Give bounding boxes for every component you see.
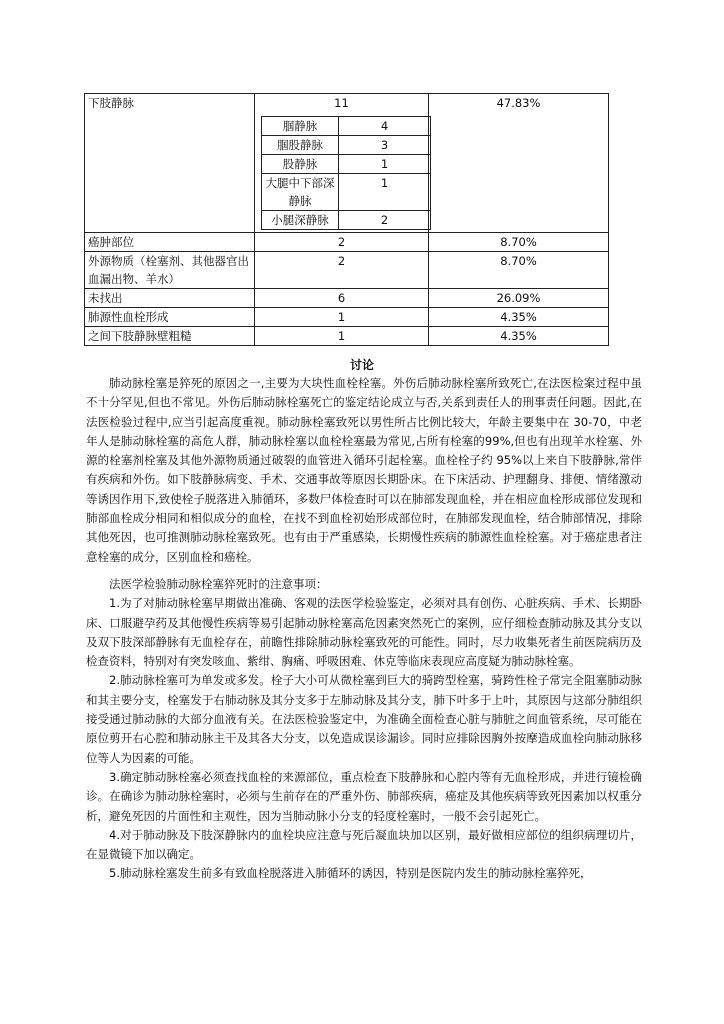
sub-label: 大腿中下部深静脉 <box>262 174 339 211</box>
cell-percent: 26.09% <box>429 289 609 308</box>
section-title: 讨论 <box>349 358 374 372</box>
cell-percent: 4.35% <box>429 308 609 327</box>
table-row <box>85 233 609 252</box>
paragraph: 肺动脉栓塞是猝死的原因之一,主要为大块性血栓栓塞。外伤后肺动脉栓塞所致死亡,在法医检案过程中虽不十分罕见,但也不常见。外伤后肺动脉栓塞死亡的鉴定结论成立与否,关系到责任人的刑事责任问题。因此,在法医检验过程中,应当引起高度重视。肺动脉栓塞致死以男性所占比例比较大，年龄主要集中在 30-70，中老年人是肺动脉栓塞的高危人群，肺动脉栓塞以血栓栓塞最为常见,占所有栓塞的99%,但也有出现羊水栓塞、外源的栓塞剂栓塞及其他外源物质通过破裂的血管进入循环引起栓塞。血栓栓子约 95%以上来自下肢静脉,常伴有疾病和外伤。如下肢静脉病变、手术、交通事故等原因长期卧床。在下床活动、护理翻身、排便、情绪激动等诱因作用下,致使栓子脱落进入肺循环，多数尸体检查时可以在肺部发现血栓，并在相应血栓形成部位发现和肺部血栓成分相同和相似成分的血栓，在找不到血栓初始形成部位时，在肺部发现血栓，结合肺部情况，排除其他死因，也可推测肺动脉栓塞致死。也有由于严重感染，长期慢性疾病的肺源性血栓栓塞。对于癌症患者注意栓塞的成分，区别血栓和癌栓。 <box>86 376 642 564</box>
table-row <box>85 289 609 308</box>
subtable <box>261 116 431 230</box>
cell-label: 下肢静脉 <box>85 94 255 233</box>
sub-count: 2 <box>339 211 431 230</box>
cell-label: 癌肿部位 <box>85 233 255 252</box>
table-row <box>85 308 609 327</box>
cell-count: 2 <box>255 252 429 289</box>
cell-count: 1 <box>255 308 429 327</box>
cell-label: 之间下肢静脉壁粗糙 <box>85 327 255 346</box>
subtable-row <box>262 155 431 174</box>
cell-count <box>255 94 429 233</box>
cell-percent: 8.70% <box>429 252 609 289</box>
subtable-row <box>262 211 431 230</box>
sub-count: 1 <box>339 155 431 174</box>
cell-percent: 4.35% <box>429 327 609 346</box>
statistics-table <box>84 93 609 346</box>
paragraph: 1.为了对肺动脉栓塞早期做出准确、客观的法医学检验鉴定，必须对具有创伤、心脏疾病、手术、长期卧床、口服避孕药及其他慢性疾病等易引起肺动脉栓塞高危因素突然死亡的案例，应仔细检查肺动脉及其分支以及双下肢深部静脉有无血栓存在，前瞻性排除肺动脉栓塞致死的可能性。同时，尽力收集死者生前医院病历及检查资料，特别对有突发咳血、紫绀、胸痛、呼吸困难、休克等临床表现应高度疑为肺动脉栓塞。 <box>86 596 642 669</box>
table-row <box>85 252 609 289</box>
paragraph: 法医学检验肺动脉栓塞猝死时的注意事项： <box>109 576 328 591</box>
cell-label: 肺源性血栓形成 <box>85 308 255 327</box>
paragraph: 2.肺动脉栓塞可为单发或多发。栓子大小可从微栓塞到巨大的骑跨型栓塞，骑跨性栓子常完全阻塞肺动脉和其主要分支，栓塞发于右肺动脉及其分支多于左肺动脉及其分支，肺下叶多于上叶，其原因与这部分肺组织接受通过肺动脉的大部分血液有关。在法医检验鉴定中，为准确全面检查心脏与肺脏之间血管系统，尽可能在原位剪开右心腔和肺动脉主干及其各大分支，以免造成误诊漏诊。同时应排除因胸外按摩造成血栓向肺动脉移位等人为因素的可能。 <box>86 673 642 765</box>
cell-label: 外源物质（栓塞剂、其他器官出血漏出物、羊水） <box>85 252 255 289</box>
paragraph: 4.对于肺动脉及下肢深静脉内的血栓块应注意与死后凝血块加以区别，最好做相应部位的组织病理切片，在显微镜下加以确定。 <box>86 827 642 862</box>
table-row <box>85 94 609 233</box>
body-text <box>86 374 642 884</box>
cell-count: 1 <box>255 327 429 346</box>
sub-count: 3 <box>339 136 431 155</box>
cell-percent: 47.83% <box>429 94 609 233</box>
cell-count: 6 <box>255 289 429 308</box>
sub-label: 股静脉 <box>262 155 339 174</box>
table-row <box>85 327 609 346</box>
sub-count: 1 <box>339 174 431 211</box>
cell-count-value: 11 <box>334 96 349 110</box>
sub-count: 4 <box>339 117 431 136</box>
sub-label: 腘股静脉 <box>262 136 339 155</box>
cell-percent: 8.70% <box>429 233 609 252</box>
sub-label: 腘静脉 <box>262 117 339 136</box>
paragraph: 5.肺动脉栓塞发生前多有致血栓脱落进入肺循环的诱因，特别是医院内发生的肺动脉栓塞猝死， <box>109 866 592 881</box>
subtable-row <box>262 117 431 136</box>
subtable-row <box>262 174 431 211</box>
cell-label: 未找出 <box>85 289 255 308</box>
sub-label: 小腿深静脉 <box>262 211 339 230</box>
paragraph: 3.确定肺动脉栓塞必须查找血栓的来源部位，重点检查下肢静脉和心腔内等有无血栓形成，并进行镜检确诊。在确诊为肺动脉栓塞时，必须与生前存在的严重外伤、肺部疾病，癌症及其他疾病等致死因素加以权重分析，避免死因的片面性和主观性，因为当肺动脉小分支的轻度栓塞时，一般不会引起死亡。 <box>86 769 642 823</box>
subtable-row <box>262 136 431 155</box>
cell-count: 2 <box>255 233 429 252</box>
